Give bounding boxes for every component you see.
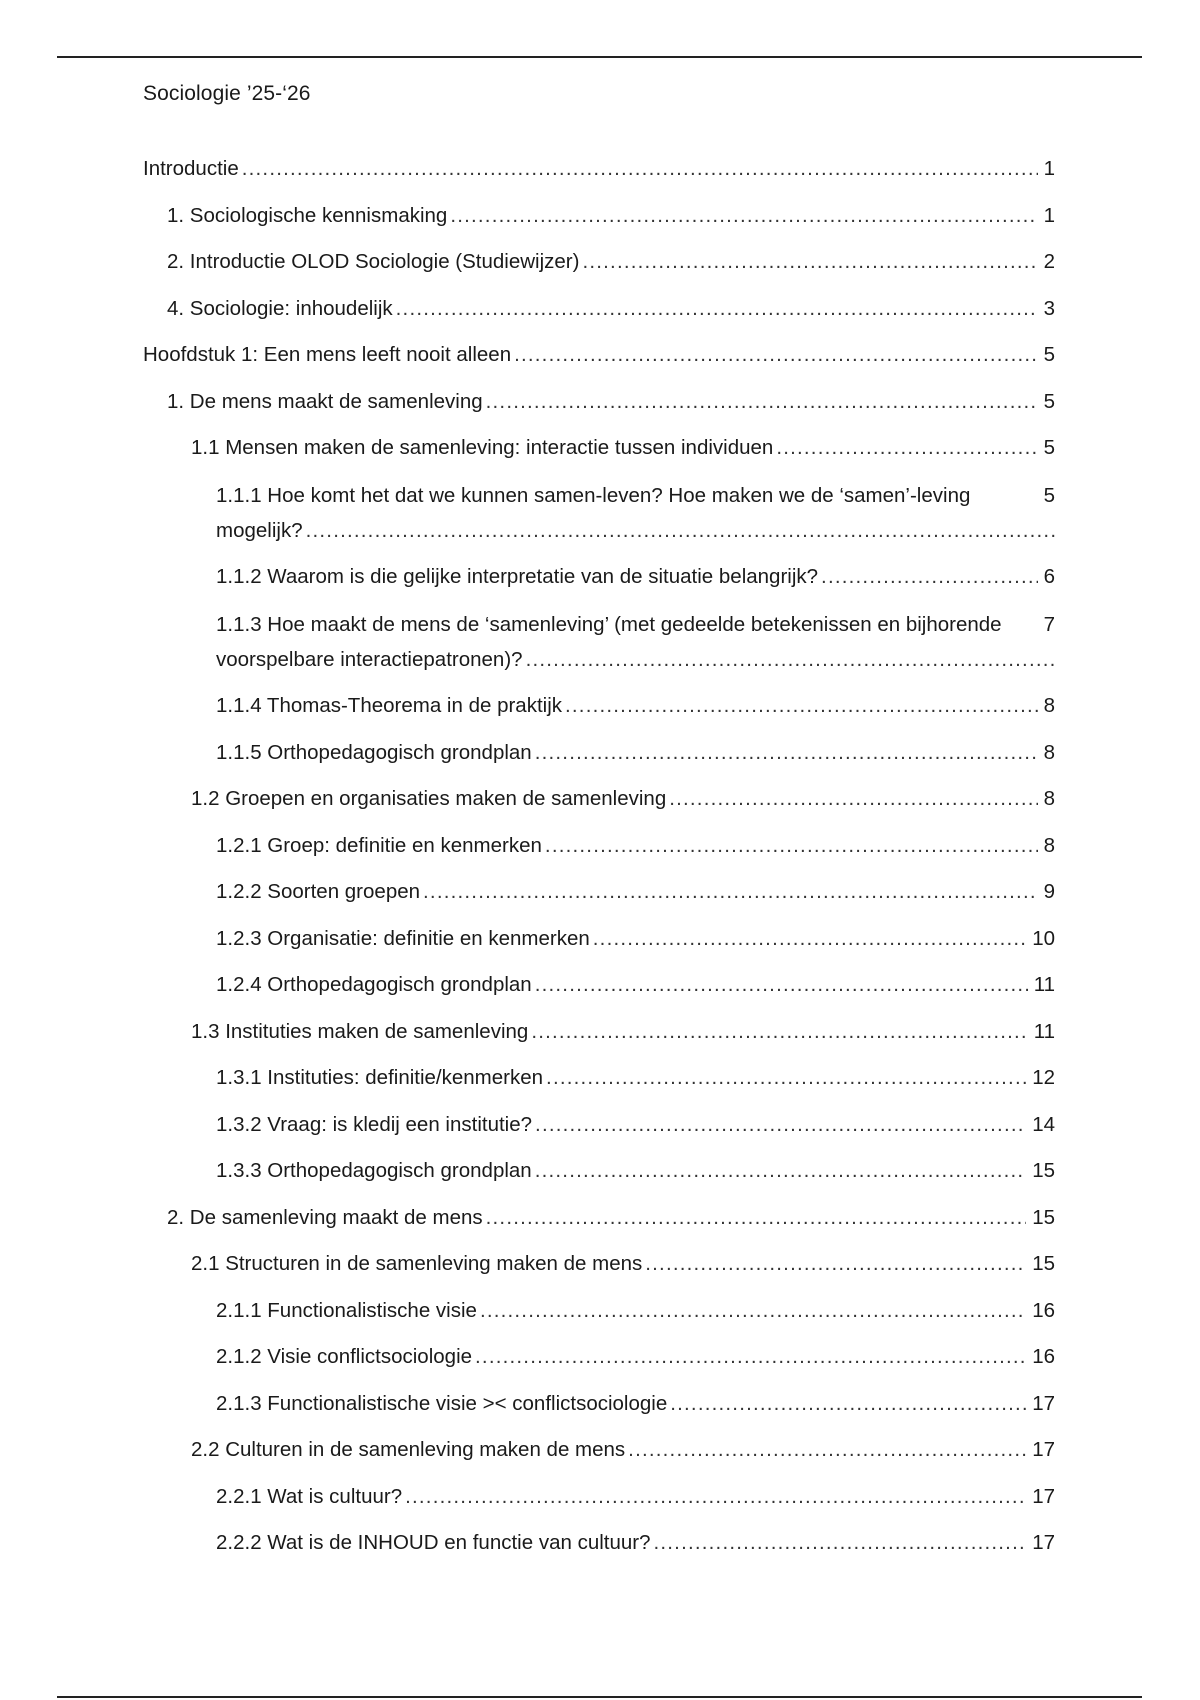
table-of-contents bbox=[143, 152, 1055, 1573]
toc-page-number: 1 bbox=[1038, 152, 1055, 186]
toc-entry[interactable] bbox=[143, 385, 1055, 419]
toc-page-number: 17 bbox=[1026, 1387, 1055, 1421]
toc-entry[interactable] bbox=[143, 1387, 1055, 1421]
toc-page-number: 6 bbox=[1038, 560, 1055, 594]
toc-entry-title: 1.3.3 Orthopedagogisch grondplan ..... bbox=[216, 1159, 535, 1182]
toc-page-number: 5 bbox=[1038, 431, 1055, 465]
toc-entry-title: 1.1 Mensen maken de samenleving: interactie tussen individuen ..... bbox=[191, 436, 776, 459]
toc-entry[interactable] bbox=[143, 922, 1055, 956]
toc-entry[interactable] bbox=[143, 152, 1055, 186]
toc-page-number: 3 bbox=[1038, 292, 1055, 326]
toc-entry[interactable] bbox=[143, 968, 1055, 1002]
toc-page-number: 17 bbox=[1026, 1480, 1055, 1514]
document-title: Sociologie ’25-‘26 bbox=[143, 82, 311, 105]
toc-entry-title: 1.3 Instituties maken de samenleving ..... bbox=[191, 1020, 531, 1043]
toc-page-number: 14 bbox=[1026, 1108, 1055, 1142]
toc-entry-title: 2. Introductie OLOD Sociologie (Studiewijzer) ..... bbox=[167, 250, 582, 273]
toc-entry[interactable] bbox=[143, 245, 1055, 279]
toc-page-number: 11 bbox=[1028, 968, 1055, 1002]
toc-page-number: 8 bbox=[1038, 689, 1055, 723]
toc-page-number: 16 bbox=[1026, 1340, 1055, 1374]
toc-page-number: 5 bbox=[1038, 385, 1055, 419]
toc-entry-title: 1.3.1 Instituties: definitie/kenmerken ..... bbox=[216, 1066, 546, 1089]
toc-page-number: 8 bbox=[1038, 829, 1055, 863]
toc-entry[interactable] bbox=[143, 607, 1055, 677]
toc-entry-title: 1.1.5 Orthopedagogisch grondplan ..... bbox=[216, 741, 535, 764]
toc-page-number: 16 bbox=[1026, 1294, 1055, 1328]
toc-page-number: 17 bbox=[1026, 1526, 1055, 1560]
toc-entry[interactable] bbox=[143, 782, 1055, 816]
toc-entry[interactable] bbox=[143, 1061, 1055, 1095]
toc-page-number: 11 bbox=[1028, 1015, 1055, 1049]
toc-entry-title: 4. Sociologie: inhoudelijk ..... bbox=[167, 297, 396, 320]
toc-page-number: 9 bbox=[1038, 875, 1055, 909]
toc-page-number: 15 bbox=[1026, 1247, 1055, 1281]
footer-rule bbox=[57, 1696, 1142, 1698]
toc-entry[interactable] bbox=[143, 478, 1055, 548]
toc-entry-title: 1. De mens maakt de samenleving ..... bbox=[167, 390, 486, 413]
toc-entry[interactable] bbox=[143, 1108, 1055, 1142]
toc-page-number: 7 bbox=[1038, 607, 1055, 642]
toc-entry[interactable] bbox=[143, 1294, 1055, 1328]
toc-entry[interactable] bbox=[143, 431, 1055, 465]
toc-entry[interactable] bbox=[143, 1201, 1055, 1235]
toc-entry-title: 2.2 Culturen in de samenleving maken de mens ..... bbox=[191, 1438, 628, 1461]
toc-entry[interactable] bbox=[143, 1340, 1055, 1374]
toc-entry[interactable] bbox=[143, 1015, 1055, 1049]
toc-entry-title: 2.1.1 Functionalistische visie ..... bbox=[216, 1299, 480, 1322]
toc-entry[interactable] bbox=[143, 338, 1055, 372]
toc-page-number: 5 bbox=[1038, 478, 1055, 513]
toc-entry-title: 2.1.2 Visie conflictsociologie ..... bbox=[216, 1345, 475, 1368]
toc-entry[interactable] bbox=[143, 875, 1055, 909]
toc-entry-title: 2.1 Structuren in de samenleving maken de mens ..... bbox=[191, 1252, 645, 1275]
toc-entry-title: 2.2.1 Wat is cultuur? ..... bbox=[216, 1485, 405, 1508]
toc-entry[interactable] bbox=[143, 689, 1055, 723]
toc-entry-title: 1.1.1 Hoe komt het dat we kunnen samen-leven? Hoe maken we de ‘samen’-leving mogelijk? ..... bbox=[216, 484, 970, 542]
toc-entry-title: Introductie ..... bbox=[143, 157, 242, 180]
toc-entry[interactable] bbox=[143, 1154, 1055, 1188]
toc-page-number: 8 bbox=[1038, 782, 1055, 816]
toc-entry-title: 1. Sociologische kennismaking ..... bbox=[167, 204, 450, 227]
toc-entry[interactable] bbox=[143, 1526, 1055, 1560]
toc-entry-title: 1.2.2 Soorten groepen ..... bbox=[216, 880, 423, 903]
toc-entry-title: 1.1.2 Waarom is die gelijke interpretatie van de situatie belangrijk? ..... bbox=[216, 565, 821, 588]
toc-entry[interactable] bbox=[143, 560, 1055, 594]
toc-page-number: 12 bbox=[1026, 1061, 1055, 1095]
toc-page-number: 17 bbox=[1026, 1433, 1055, 1467]
header-rule bbox=[57, 56, 1142, 58]
toc-entry[interactable] bbox=[143, 292, 1055, 326]
toc-page-number: 15 bbox=[1026, 1201, 1055, 1235]
toc-page-number: 10 bbox=[1026, 922, 1055, 956]
toc-entry-title: 1.1.3 Hoe maakt de mens de ‘samenleving’ (met gedeelde betekenissen en bijhorende voorspelbare interactiepatronen)? ..... bbox=[216, 613, 1002, 671]
toc-entry[interactable] bbox=[143, 1480, 1055, 1514]
toc-entry-title: 2.2.2 Wat is de INHOUD en functie van cultuur? ..... bbox=[216, 1531, 654, 1554]
toc-entry-title: 2.1.3 Functionalistische visie >< conflictsociologie ..... bbox=[216, 1392, 670, 1415]
toc-page-number: 2 bbox=[1038, 245, 1055, 279]
toc-page-number: 15 bbox=[1026, 1154, 1055, 1188]
toc-entry[interactable] bbox=[143, 199, 1055, 233]
toc-page-number: 1 bbox=[1038, 199, 1055, 233]
toc-entry[interactable] bbox=[143, 1433, 1055, 1467]
toc-entry-title: 1.2 Groepen en organisaties maken de samenleving ..... bbox=[191, 787, 669, 810]
toc-entry[interactable] bbox=[143, 1247, 1055, 1281]
toc-page-number: 5 bbox=[1038, 338, 1055, 372]
toc-entry-title: 2. De samenleving maakt de mens ..... bbox=[167, 1206, 486, 1229]
toc-entry-title: 1.2.1 Groep: definitie en kenmerken ..... bbox=[216, 834, 545, 857]
toc-entry[interactable] bbox=[143, 829, 1055, 863]
toc-entry-title: Hoofdstuk 1: Een mens leeft nooit alleen ..... bbox=[143, 343, 514, 366]
toc-entry[interactable] bbox=[143, 736, 1055, 770]
toc-entry-title: 1.2.4 Orthopedagogisch grondplan ..... bbox=[216, 973, 535, 996]
toc-entry-title: 1.3.2 Vraag: is kledij een institutie? ..... bbox=[216, 1113, 535, 1136]
toc-entry-title: 1.1.4 Thomas-Theorema in de praktijk ..... bbox=[216, 694, 565, 717]
toc-page-number: 8 bbox=[1038, 736, 1055, 770]
toc-entry-title: 1.2.3 Organisatie: definitie en kenmerken ..... bbox=[216, 927, 593, 950]
